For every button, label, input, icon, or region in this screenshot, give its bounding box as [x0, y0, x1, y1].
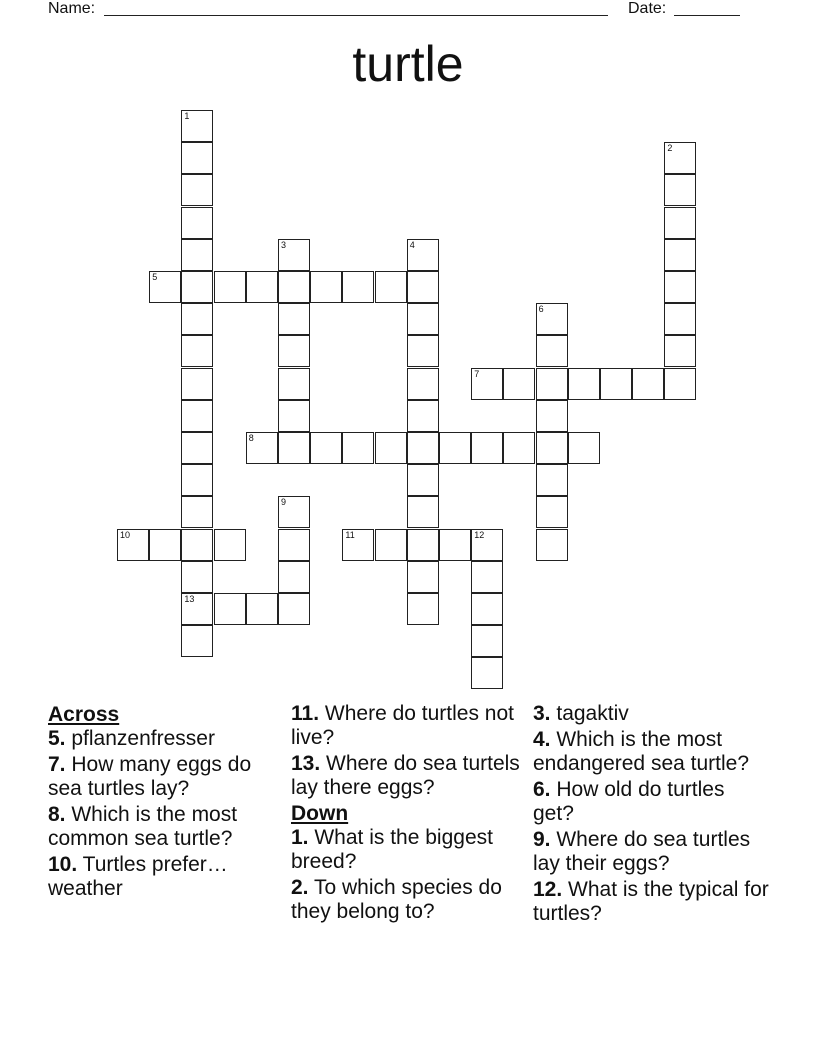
clue-across-8: 8. Which is the most common sea turtle?: [48, 803, 238, 850]
clue-number-label: 12: [474, 529, 485, 540]
grid-cell[interactable]: [536, 400, 568, 432]
grid-cell[interactable]: [278, 400, 310, 432]
grid-cell[interactable]: [407, 561, 439, 593]
clue-across-5: 5. pflanzenfresser: [48, 727, 215, 750]
grid-cell[interactable]: [632, 368, 664, 400]
across-heading: Across: [48, 703, 120, 726]
clue-number-label: 4: [409, 239, 415, 250]
clues-column-1: [48, 702, 284, 903]
grid-cell[interactable]: [214, 271, 246, 303]
grid-cell[interactable]: [310, 271, 342, 303]
clue-number-label: 8: [248, 433, 254, 443]
grid-cell[interactable]: [246, 271, 278, 303]
clue-number-label: 10: [120, 529, 131, 540]
clue-number-label: 7: [474, 368, 480, 379]
grid-cell[interactable]: [342, 432, 374, 464]
grid-cell[interactable]: [439, 529, 471, 561]
grid-cell[interactable]: [278, 529, 310, 561]
clue-down-12: 12. What is the typical for turtles?: [533, 878, 769, 925]
grid-cell[interactable]: [278, 239, 310, 271]
clues-column-3: [533, 702, 769, 928]
clue-number-label: 5: [152, 272, 158, 282]
clues-column-2: [291, 702, 527, 926]
grid-cell[interactable]: [181, 593, 213, 625]
clue-number-label: 6: [538, 304, 544, 315]
grid-cell[interactable]: [407, 303, 439, 335]
grid-cell[interactable]: [181, 432, 213, 464]
grid-cell[interactable]: [471, 368, 503, 400]
grid-cell[interactable]: [536, 529, 568, 561]
grid-cell[interactable]: [310, 432, 342, 464]
clue-number-label: 9: [281, 497, 287, 508]
grid-cell[interactable]: [181, 368, 213, 400]
grid-cell[interactable]: [181, 142, 213, 174]
down-heading: Down: [291, 802, 349, 825]
grid-cell[interactable]: [536, 303, 568, 335]
grid-cell[interactable]: [407, 335, 439, 367]
grid-cell[interactable]: [471, 593, 503, 625]
grid-cell[interactable]: [407, 464, 439, 496]
grid-cell[interactable]: [278, 303, 310, 335]
grid-cell[interactable]: [214, 529, 246, 561]
grid-cell[interactable]: [278, 271, 310, 303]
grid-cell[interactable]: [181, 464, 213, 496]
clue-down-1: 1. What is the biggest breed?: [291, 826, 493, 873]
grid-cell[interactable]: [664, 207, 696, 239]
grid-cell[interactable]: [342, 529, 374, 561]
clue-across-13: 13. Where do sea turtels lay there eggs?: [291, 752, 520, 799]
clue-down-2: 2. To which species do they belong to?: [291, 876, 502, 923]
grid-cell[interactable]: [214, 593, 246, 625]
grid-cell[interactable]: [181, 303, 213, 335]
grid-cell[interactable]: [664, 303, 696, 335]
grid-cell[interactable]: [407, 529, 439, 561]
grid-cell[interactable]: [246, 432, 278, 464]
grid-cell[interactable]: [278, 368, 310, 400]
clue-number-label: 11: [345, 529, 355, 540]
grid-cell[interactable]: [181, 110, 213, 142]
grid-cell[interactable]: [664, 142, 696, 174]
grid-cell[interactable]: [181, 496, 213, 528]
grid-cell[interactable]: [375, 432, 407, 464]
grid-cell[interactable]: [664, 335, 696, 367]
grid-cell[interactable]: [181, 174, 213, 206]
clue-across-10: 10. Turtles prefer… weather: [48, 853, 228, 900]
grid-cell[interactable]: [536, 335, 568, 367]
grid-cell[interactable]: [181, 239, 213, 271]
grid-cell[interactable]: [664, 368, 696, 400]
clue-across-7: 7. How many eggs do sea turtles lay?: [48, 753, 252, 800]
clue-number-label: 2: [667, 143, 673, 154]
grid-cell[interactable]: [503, 368, 535, 400]
date-label: Date:: [628, 0, 667, 17]
grid-cell[interactable]: [181, 625, 213, 657]
grid-cell[interactable]: [407, 239, 439, 271]
grid-cell[interactable]: [407, 593, 439, 625]
grid-cell[interactable]: [278, 593, 310, 625]
grid-cell[interactable]: [181, 271, 213, 303]
grid-cell[interactable]: [664, 271, 696, 303]
clue-down-6: 6. How old do turtles get?: [533, 778, 725, 825]
grid-cell[interactable]: [278, 496, 310, 528]
grid-cell[interactable]: [181, 335, 213, 367]
clue-down-4: 4. Which is the most endangered sea turtle?: [533, 728, 749, 775]
grid-cell[interactable]: [664, 239, 696, 271]
grid-cell[interactable]: [471, 625, 503, 657]
grid-cell[interactable]: [181, 561, 213, 593]
grid-cell[interactable]: [407, 496, 439, 528]
grid-cell[interactable]: [664, 174, 696, 206]
grid-cell[interactable]: [181, 400, 213, 432]
grid-cell[interactable]: [407, 368, 439, 400]
grid-cell[interactable]: [439, 432, 471, 464]
grid-cell[interactable]: [471, 561, 503, 593]
grid-cell[interactable]: [407, 400, 439, 432]
clue-down-3: 3. tagaktiv: [533, 702, 629, 725]
grid-cell[interactable]: [536, 432, 568, 464]
grid-cell[interactable]: [407, 271, 439, 303]
grid-cell[interactable]: [117, 529, 149, 561]
grid-cell[interactable]: [568, 432, 600, 464]
grid-cell[interactable]: [568, 368, 600, 400]
grid-cell[interactable]: [246, 593, 278, 625]
grid-cell[interactable]: [342, 271, 374, 303]
grid-cell[interactable]: [278, 561, 310, 593]
grid-cell[interactable]: [471, 529, 503, 561]
grid-cell[interactable]: [471, 657, 503, 689]
grid-cell[interactable]: [278, 335, 310, 367]
clue-number-label: 1: [184, 111, 190, 121]
grid-cell[interactable]: [375, 271, 407, 303]
name-label: Name:: [48, 0, 96, 17]
grid-cell[interactable]: [536, 496, 568, 528]
grid-cell[interactable]: [503, 432, 535, 464]
clue-across-11: 11. Where do turtles not live?: [291, 702, 514, 749]
clue-number-label: 13: [184, 594, 195, 604]
grid-cell[interactable]: [471, 432, 503, 464]
clue-number-label: 3: [281, 239, 287, 250]
grid-cell[interactable]: [149, 271, 181, 303]
grid-cell[interactable]: [181, 207, 213, 239]
grid-cell[interactable]: [375, 529, 407, 561]
grid-cell[interactable]: [278, 432, 310, 464]
grid-cell[interactable]: [600, 368, 632, 400]
grid-cell[interactable]: [536, 368, 568, 400]
grid-cell[interactable]: [536, 464, 568, 496]
grid-cell[interactable]: [149, 529, 181, 561]
grid-cell[interactable]: [181, 529, 213, 561]
puzzle-title: turtle: [352, 36, 464, 92]
clue-down-9: 9. Where do sea turtles lay their eggs?: [533, 828, 751, 875]
grid-cell[interactable]: [407, 432, 439, 464]
